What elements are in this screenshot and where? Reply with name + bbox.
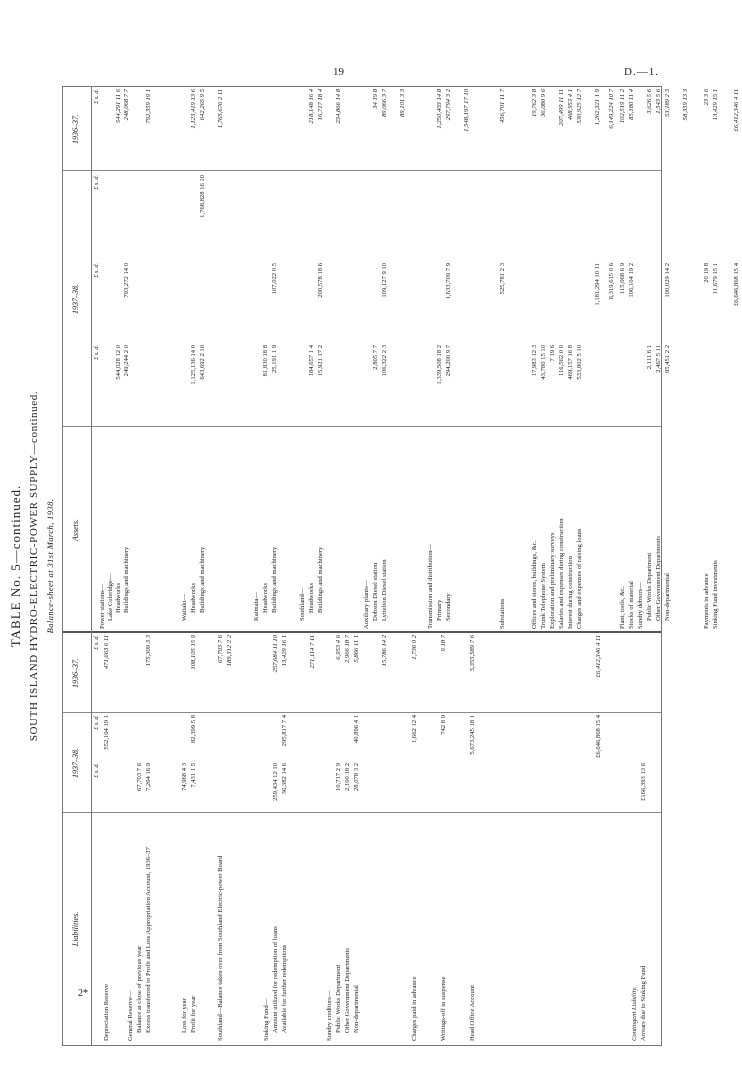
liability-amount-a: 74,968 4 3 [181, 763, 188, 792]
liability-label: Charges paid in advance [411, 976, 418, 1041]
liability-amount-a: 67,703 7 6 [136, 763, 143, 792]
asset-row [445, 87, 454, 1045]
asset-amount-b: 115,068 6 9 [619, 263, 626, 295]
asset-amount-prev: 297,794 3 2 [445, 89, 452, 121]
asset-row [427, 87, 436, 1045]
asset-row [145, 87, 154, 1045]
asset-amount-prev: 53,189 2 3 [664, 89, 671, 118]
asset-label: Southland— [299, 587, 306, 621]
asset-amount-prev: 1,765,676 2 11 [217, 89, 224, 129]
asset-row [682, 87, 691, 1045]
asset-row [199, 87, 208, 1045]
asset-amount-prev: 792,359 19 1 [145, 89, 152, 124]
liability-label: Excess transferred to Profit and Loss Appropriation Account, 1936–37 [145, 847, 152, 1033]
asset-amount-c: 1,768,828 16 10 [199, 175, 206, 218]
asset-row [262, 87, 271, 1045]
asset-label: Power stations— [99, 583, 106, 629]
currency-header: £ s. d. [93, 635, 100, 650]
liabilities-1936-37-header: 1936–37. [71, 658, 80, 688]
asset-label: Headworks [308, 582, 315, 613]
currency-header: £ s. d. [93, 89, 100, 104]
liability-amount-a: 7,264 16 9 [145, 763, 152, 792]
asset-amount-prev: £6,412,346 4 11 [733, 89, 740, 132]
asset-amount-a: 81,830 18 8 [262, 345, 269, 377]
liability-amount-a: 7,431 1 5 [190, 763, 197, 788]
asset-label: Dobson Diesel station [372, 562, 379, 621]
asset-amount-a: 533,802 5 10 [576, 345, 583, 380]
asset-amount-a: 469,157 16 8 [567, 345, 574, 380]
asset-label: Buildings and machinery [199, 546, 206, 613]
asset-amount-b: 109,127 9 10 [381, 263, 388, 298]
asset-amount-a: 95,451 2 2 [664, 345, 671, 374]
asset-amount-prev: 13,429 15 1 [712, 89, 719, 121]
asset-label: Substations [499, 598, 506, 629]
asset-amount-prev: 456,701 11 7 [499, 89, 506, 124]
asset-amount-prev: 89,066 3 7 [381, 89, 388, 118]
asset-label: Sinking Fund investments [712, 560, 719, 629]
liability-label: General Reserve— [127, 990, 134, 1041]
asset-amount-a: 184,657 1 4 [308, 345, 315, 377]
asset-label: Lyttelton Diesel station [381, 559, 388, 621]
asset-amount-a: 15,921 17 2 [317, 345, 324, 377]
asset-amount-prev: 1,543 5 6 [655, 89, 662, 114]
liability-amount-b: 82,399 5 8 [190, 715, 197, 744]
asset-row [499, 87, 508, 1045]
asset-row [253, 87, 262, 1045]
liability-amount-prev: 5,355,589 7 6 [469, 635, 476, 672]
asset-row [123, 87, 132, 1045]
asset-amount-a: 643,692 2 10 [199, 345, 206, 380]
asset-row [664, 87, 673, 1045]
liability-label: Writings-off in suspense [440, 976, 447, 1041]
asset-amount-a: 544,028 12 0 [115, 345, 122, 380]
currency-header: £ s. d. [93, 715, 100, 730]
page-number: 19 [333, 66, 344, 78]
asset-amount-prev: 207,499 11 11 [558, 89, 565, 126]
asset-amount-a: 294,200 9 7 [445, 345, 452, 377]
liability-label: Amount utilized for redemption of loans [272, 926, 279, 1033]
currency-header: £ s. d. [93, 263, 100, 278]
assets-header: Assets. [71, 519, 80, 541]
asset-label: Waitaki— [181, 594, 188, 621]
asset-amount-b: 100,029 14 2 [664, 263, 671, 298]
liability-row [353, 87, 362, 1045]
asset-label: Plant, tools, &c. [619, 586, 626, 629]
liability-amount-a: 259,434 12 10 [272, 763, 279, 801]
asset-row [655, 87, 664, 1045]
liability-amount-b: 40,896 4 1 [353, 715, 360, 744]
asset-amount-a: 1,125,136 14 0 [190, 345, 197, 385]
asset-amount-prev: 23 3 6 [703, 89, 710, 106]
asset-label: Transmission and distribution— [427, 543, 434, 629]
asset-row [567, 87, 576, 1045]
liability-label: Sundry creditors— [326, 990, 333, 1041]
asset-amount-a: 25,191 1 9 [271, 345, 278, 374]
liability-amount-prev: 189,312 2 2 [226, 635, 233, 667]
liability-label: Head Office Account [469, 985, 476, 1041]
asset-amount-prev: 530,925 12 7 [576, 89, 583, 124]
asset-row [531, 87, 540, 1045]
asset-label: Exploration and preliminary surveys [549, 532, 556, 629]
asset-label: Charges and expenses of raising loans [576, 528, 583, 629]
asset-label: Sundry debtors— [637, 582, 644, 629]
liability-label: Balance at close of previous year [136, 945, 143, 1033]
liability-amount-prev: 471,663 6 11 [103, 635, 110, 670]
asset-row [372, 87, 381, 1045]
asset-amount-b: £6,646,868 15 4 [733, 263, 740, 306]
liability-amount-prev: 15,786 14 2 [381, 635, 388, 667]
asset-row [363, 87, 372, 1045]
liability-row [326, 87, 335, 1045]
asset-amount-prev: 1,250,403 14 8 [436, 89, 443, 129]
liabilities-1937-38-header: 1937–38. [71, 748, 80, 778]
balance-sheet-table [62, 86, 740, 1046]
asset-label: Buildings and machinery [123, 546, 130, 613]
asset-label: Other Government Departments [655, 536, 662, 621]
asset-amount-prev: 468,953 4 1 [567, 89, 574, 121]
liability-row [136, 87, 145, 1045]
table-number: TABLE No. 5—continued. [8, 484, 23, 648]
asset-row [436, 87, 445, 1045]
document-code: D.—1. [624, 66, 659, 78]
asset-row [308, 87, 317, 1045]
asset-row [558, 87, 567, 1045]
asset-amount-b: 1,181,294 10 11 [594, 263, 601, 306]
liability-amount-prev: 5,866 11 1 [353, 635, 360, 663]
asset-row [181, 87, 190, 1045]
asset-row [703, 87, 712, 1045]
asset-label: Stocks of material [628, 581, 635, 629]
asset-amount-a: 2,111 6 1 [646, 345, 653, 370]
asset-amount-b: 106,104 19 2 [628, 263, 635, 298]
currency-header: £ s. d. [93, 175, 100, 190]
liabilities-header: Liabilities. [71, 911, 80, 947]
asset-amount-prev: 1,262,321 1 9 [594, 89, 601, 126]
asset-amount-a: 249,244 2 0 [123, 345, 130, 377]
asset-amount-a: 116,562 0 0 [558, 345, 565, 377]
liability-row [344, 87, 353, 1045]
margin-signature-mark: 2* [78, 988, 88, 999]
asset-label: Headworks [190, 582, 197, 613]
liability-amount-prev: 271,114 7 11 [309, 635, 316, 669]
asset-amount-prev: 248,068 7 7 [123, 89, 130, 121]
table-subtitle: Balance-sheet at 31st March, 1938. [45, 498, 55, 634]
asset-amount-a: 17,983 12 3 [531, 345, 538, 377]
liability-amount-prev: 6,953 4 6 [335, 635, 342, 660]
liability-amount-b: 295,817 7 4 [281, 715, 288, 747]
liability-amount-b: 552,104 19 1 [103, 715, 110, 750]
asset-label: Payments in advance [703, 573, 710, 629]
liability-amount-a: £166,393 13 6 [640, 763, 647, 801]
asset-label: Lake Coleridge— [107, 573, 114, 621]
asset-amount-prev: 16,717 18 4 [317, 89, 324, 121]
asset-row [646, 87, 655, 1045]
asset-row [317, 87, 326, 1045]
asset-row [217, 87, 226, 1045]
asset-row [299, 87, 308, 1045]
liability-amount-prev: 175,309 3 3 [145, 635, 152, 667]
asset-amount-b: 20 19 8 [703, 263, 710, 283]
asset-label: Headworks [115, 582, 122, 613]
asset-amount-prev: 85,180 11 4 [628, 89, 635, 120]
asset-amount-b: 200,578 18 6 [317, 263, 324, 298]
asset-amount-b: 793,272 14 0 [123, 263, 130, 298]
asset-label: Public Works Department [646, 552, 653, 621]
liability-row [226, 87, 235, 1045]
liability-amount-a: 28,078 3 2 [353, 763, 360, 792]
asset-amount-b: 525,781 2 3 [499, 263, 506, 295]
asset-amount-prev: 234,866 14 8 [335, 89, 342, 124]
liability-amount-prev: 2,966 18 7 [344, 635, 351, 664]
asset-label: Trunk Telephone System [540, 563, 547, 629]
asset-amount-a: 106,322 2 3 [381, 345, 388, 377]
liability-amount-a: 10,717 2 9 [335, 763, 342, 792]
rotated-balance-sheet [0, 66, 740, 1066]
asset-amount-prev: 544,291 11 6 [115, 89, 122, 124]
liability-row [281, 87, 290, 1045]
asset-amount-prev: 19,762 3 8 [531, 89, 538, 118]
liability-label: Available for further redemptions [281, 944, 288, 1033]
liability-label: Contingent Liability. [631, 986, 638, 1041]
liability-label: Profit for year [190, 995, 197, 1033]
asset-row [628, 87, 637, 1045]
liability-amount-a: 2,100 18 2 [344, 763, 351, 792]
asset-label: Headworks [262, 582, 269, 613]
asset-label: Interest during construction [567, 556, 574, 629]
liability-label: Depreciation Reserve [103, 984, 110, 1041]
asset-amount-a: 43,780 15 10 [540, 345, 547, 380]
asset-amount-prev: 218,148 16 4 [308, 89, 315, 124]
liability-amount-prev: 108,105 15 9 [190, 635, 197, 670]
asset-row [608, 87, 617, 1045]
liability-amount-prev: 67,703 7 6 [217, 635, 224, 664]
asset-label: Buildings and machinery [317, 546, 324, 613]
liability-label: Loss for year [181, 998, 188, 1033]
assets-1937-38-header: 1937–38. [71, 284, 80, 314]
asset-amount-prev: 642,265 9 5 [199, 89, 206, 121]
table-title: SOUTH ISLAND HYDRO-ELECTRIC-POWER SUPPLY—continued. [28, 390, 40, 742]
asset-row [335, 87, 344, 1045]
asset-amount-b: 107,022 0 5 [271, 263, 278, 295]
asset-label: Auxiliary plants— [363, 579, 370, 629]
liability-amount-prev: £6,412,346 4 11 [595, 635, 602, 678]
liability-amount-prev: 257,684 11 10 [272, 635, 279, 673]
asset-label: Salaries and expenses during construction [558, 518, 565, 629]
asset-amount-a: 2,467 5 11 [655, 345, 662, 373]
asset-amount-prev: 34 19 8 [372, 89, 379, 109]
asset-label: Secondary [445, 593, 452, 621]
asset-row [399, 87, 408, 1045]
currency-header: £ s. d. [93, 345, 100, 360]
liability-amount-a: 36,382 14 6 [281, 763, 288, 795]
asset-row [549, 87, 558, 1045]
liability-amount-b: £6,646,868 15 4 [595, 715, 602, 758]
asset-amount-a: 2,805 7 7 [372, 345, 379, 370]
liability-amount-prev: 1,736 0 2 [411, 635, 418, 660]
asset-row [619, 87, 628, 1045]
asset-row [712, 87, 721, 1045]
asset-amount-b: 1,633,709 7 9 [445, 263, 452, 300]
asset-amount-a: 7 19 6 [549, 345, 556, 362]
liability-amount-prev: 9 18 7 [440, 635, 447, 652]
liability-label: Arrears due to Sinking Fund [640, 965, 647, 1041]
liability-label: Sinking Fund— [263, 998, 270, 1041]
liability-label: Other Government Departments [344, 948, 351, 1033]
asset-amount-a: 1,339,508 18 2 [436, 345, 443, 385]
asset-row [271, 87, 280, 1045]
asset-label: Non-departmental [664, 573, 671, 621]
asset-amount-prev: 1,548,197 17 10 [463, 89, 470, 132]
liability-amount-b: 1,662 12 4 [411, 715, 418, 744]
asset-amount-prev: 1,123,419 13 6 [190, 89, 197, 129]
asset-amount-prev: 36,080 9 6 [540, 89, 547, 118]
liability-label: Public Works Department [335, 964, 342, 1033]
liability-amount-b: 5,673,245 18 1 [469, 715, 476, 755]
liability-label: Non-departmental [353, 985, 360, 1033]
asset-row [637, 87, 646, 1045]
assets-1936-37-header: 1936–37. [71, 114, 80, 144]
asset-label: Buildings and machinery [271, 546, 278, 613]
asset-row [576, 87, 585, 1045]
asset-row [733, 87, 742, 1045]
liability-row [411, 87, 420, 1045]
asset-amount-b: 6,319,615 0 6 [608, 263, 615, 300]
asset-amount-prev: 58,359 13 3 [682, 89, 689, 121]
liability-label: Southland—Balance taken over from Southland Electric-power Board [217, 855, 224, 1041]
asset-row [463, 87, 472, 1045]
asset-amount-prev: 3,626 5 6 [646, 89, 653, 114]
asset-row [381, 87, 390, 1045]
liability-amount-b: 742 8 9 [440, 715, 447, 735]
asset-row [594, 87, 603, 1045]
asset-label: Kaimata— [253, 592, 260, 621]
liability-amount-prev: 13,429 16 1 [281, 635, 288, 667]
currency-header: £ s. d. [93, 763, 100, 778]
asset-amount-b: 11,679 15 1 [712, 263, 719, 295]
asset-row [190, 87, 199, 1045]
asset-amount-prev: 102,519 11 2 [619, 89, 626, 124]
asset-amount-prev: 6,149,224 10 7 [608, 89, 615, 129]
asset-label: Primary [436, 599, 443, 621]
asset-amount-prev: 89,101 3 3 [399, 89, 406, 118]
asset-row [540, 87, 549, 1045]
asset-label: Offices and stores, buildings, &c. [531, 540, 538, 629]
